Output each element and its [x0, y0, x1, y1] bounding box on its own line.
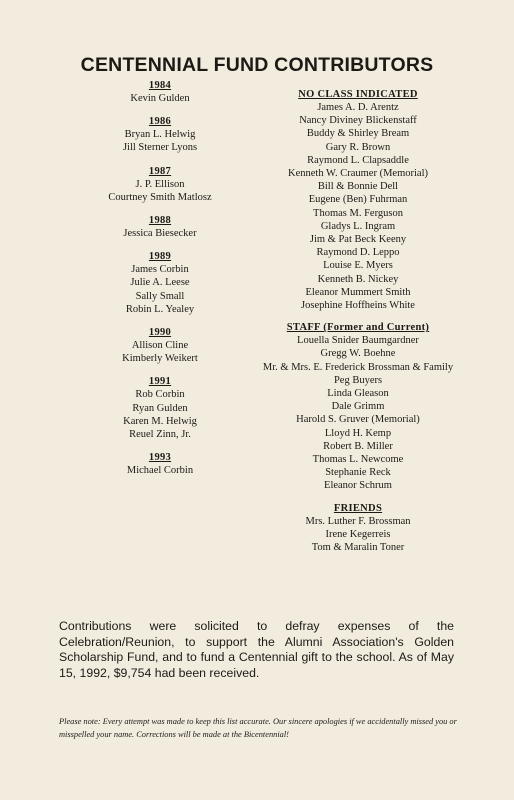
contributor-name: Kenneth B. Nickey	[317, 273, 399, 285]
contributors-by-class-column	[90, 79, 230, 487]
contributor-name: Mr. & Mrs. E. Frederick Brossman & Family	[262, 361, 454, 373]
contributor-name: Tom & Maralin Toner	[311, 542, 405, 554]
category-heading: FRIENDS	[333, 502, 383, 514]
contributor-name: Rob Corbin	[135, 389, 185, 401]
contributor-name: Karen M. Helwig	[123, 415, 197, 427]
contributor-name: Peg Buyers	[333, 374, 383, 386]
contributor-name: Harold S. Gruver (Memorial)	[296, 414, 420, 426]
contributor-name: Stephanie Reck	[325, 467, 391, 479]
contributor-name: Nancy Diviney Blickenstaff	[299, 115, 417, 127]
contributor-name: Sally Small	[135, 290, 185, 302]
contributor-name: Ryan Gulden	[132, 402, 188, 414]
contributor-name: James Corbin	[131, 264, 189, 276]
contributor-name: Buddy & Shirley Bream	[306, 128, 410, 140]
class-year-heading: 1989	[148, 251, 172, 263]
contributor-name: Gary R. Brown	[325, 141, 391, 153]
contributor-name: Bill & Bonnie Dell	[317, 181, 399, 193]
contributor-name: Raymond D. Leppo	[316, 247, 400, 259]
contributor-name: Gladys L. Ingram	[320, 220, 396, 232]
contributor-name: Jessica Biesecker	[123, 228, 197, 240]
contributions-paragraph: Contributions were solicited to defray expenses of the Celebration/Reunion, to support the Alumni Association's Golden Scholarship Fund, and to fund a Centennial gift to the school. As of May 15, 1992, $9,754 had been received.	[59, 619, 454, 680]
apology-note: Please note: Every attempt was made to keep this list accurate. Our sincere apologies if we accidentally missed you or misspelled your name. Corrections will be made at the Bicentennial!	[59, 717, 457, 739]
contributor-name: Jill Sterner Lyons	[122, 142, 198, 154]
contributor-name: Kevin Gulden	[130, 93, 190, 104]
contributor-group	[252, 88, 464, 312]
category-heading: STAFF (Former and Current)	[286, 322, 430, 334]
contributor-name: Louella Snider Baumgardner	[297, 335, 419, 347]
contributor-group	[252, 321, 464, 492]
contributor-group	[252, 502, 464, 555]
contributor-group	[90, 250, 230, 316]
contributor-group	[90, 451, 230, 477]
contributor-name: J. P. Ellison	[135, 178, 185, 190]
contributor-name: Dale Grimm	[331, 401, 385, 413]
contributor-group	[90, 79, 230, 105]
contributor-name: Gregg W. Boehne	[320, 348, 396, 360]
contributor-name: Thomas L. Newcome	[312, 454, 404, 466]
contributor-name: Thomas M. Ferguson	[313, 207, 403, 219]
class-year-heading: 1984	[148, 80, 172, 91]
contributor-name: Julie A. Leese	[130, 277, 190, 289]
contributor-name: Louise E. Myers	[323, 260, 393, 272]
contributor-name: Raymond L. Clapsaddle	[307, 154, 409, 166]
contributor-group	[90, 375, 230, 441]
contributor-name: Robin L. Yealey	[125, 303, 195, 315]
contributor-name: James A. D. Arentz	[317, 102, 399, 113]
contributor-name: Eleanor Schrum	[324, 480, 392, 492]
contributor-name: Eugene (Ben) Fuhrman	[308, 194, 408, 206]
contributor-group	[90, 165, 230, 204]
contributor-name: Bryan L. Helwig	[124, 129, 196, 141]
class-year-heading: 1991	[148, 376, 172, 388]
contributor-name: Linda Gleason	[327, 388, 389, 400]
category-heading: NO CLASS INDICATED	[298, 89, 418, 100]
class-year-heading: 1988	[148, 215, 172, 227]
contributor-name: Kenneth W. Craumer (Memorial)	[288, 168, 428, 180]
contributor-name: Robert B. Miller	[323, 440, 393, 452]
contributor-name: Eleanor Mummert Smith	[305, 286, 411, 298]
contributors-other-column	[252, 79, 464, 554]
contributor-name: Kimberly Weikert	[122, 353, 198, 365]
contributor-name: Allison Cline	[131, 340, 189, 352]
contributor-name: Lloyd H. Kemp	[324, 427, 392, 439]
contributor-name: Josephine Hoffheins White	[301, 300, 415, 312]
contributor-name: Courtney Smith Matlosz	[108, 191, 212, 203]
contributor-group	[90, 115, 230, 154]
class-year-heading: 1993	[148, 452, 172, 464]
contributor-name: Reuel Zinn, Jr.	[129, 429, 191, 441]
page-title: CENTENNIAL FUND CONTRIBUTORS	[80, 54, 434, 76]
contributor-name: Mrs. Luther F. Brossman	[305, 515, 411, 527]
class-year-heading: 1990	[148, 327, 172, 339]
class-year-heading: 1986	[148, 116, 172, 128]
contributor-group	[90, 214, 230, 240]
contributor-name: Irene Kegerreis	[325, 528, 391, 540]
class-year-heading: 1987	[148, 165, 172, 177]
contributor-group	[90, 326, 230, 365]
contributor-name: Jim & Pat Beck Keeny	[309, 234, 407, 246]
contributor-name: Michael Corbin	[126, 465, 194, 477]
